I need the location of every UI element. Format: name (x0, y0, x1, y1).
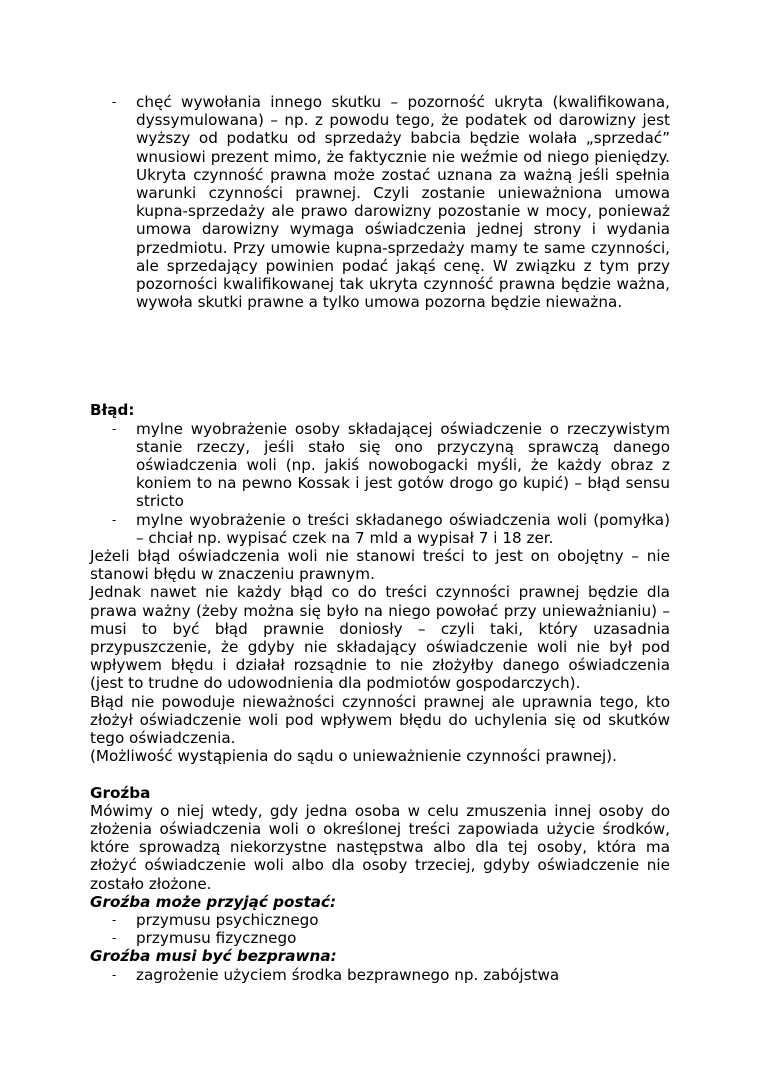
list-item-text: mylne wyobrażenie osoby składającej oświadczenie o rzeczywistym stanie rzeczy, jeśli stało się ono przyczyną sprawczą danego oświadczenia woli (np. jakiś nowobogacki myśli, że każdy obraz z koniem to na pewno Kossak i jest gotów drogo go kupić) – błąd sensu stricto (136, 419, 670, 511)
bullet-dash: - (112, 912, 117, 927)
list-item-text: przymusu fizycznego (136, 929, 297, 948)
list-item (90, 511, 670, 547)
bullet-dash: - (112, 512, 117, 527)
bezprawna-list (90, 966, 670, 984)
paragraph: Mówimy o niej wtedy, gdy jedna osoba w celu zmuszenia innej osoby do złożenia oświadczenia woli o określonej treści zapowiada użycie środków, które sprowadzą niekorzystne następstwa albo dla tej osoby, która ma złożyć oświadczenie woli albo dla osoby trzeciej, gdyby oświadczenie nie zostało złożone. (90, 801, 670, 893)
list-item-text: chęć wywołania innego skutku – pozorność ukryta (kwalifikowana, dyssymulowana) – np. z powodu tego, że podatek od darowizny jest wyższy od podatku od sprzedaży babcia będzie wolała „sprzedać” wnusiowi prezent mimo, że faktycznie nie weźmie od niego pieniędzy. Ukryta czynność prawna może zostać uznana za ważną jeśli spełnia warunki czynności prawnej. Czyli zostanie unieważniona umowa kupna-sprzedaży ale prawo darowizny pozostanie w mocy, ponieważ umowa darowizny wymaga oświadczenia jednej strony i wydania przedmiotu. Przy umowie kupna-sprzedaży mamy te same czynności, ale sprzedający powinien podać jakąś cenę. W związku z tym przy pozorności kwalifikowanej tak ukryta czynność prawna będzie ważna, wywoła skutki prawne a tylko umowa pozorna będzie nieważna. (136, 93, 670, 312)
list-item-text: mylne wyobrażenie o treści składanego oświadczenia woli (pomyłka) – chciał np. wypisać czek na 7 mld a wypisał 7 i 18 zer. (136, 510, 670, 547)
list-item (90, 93, 670, 311)
bullet-dash: - (112, 967, 117, 982)
list-item (90, 929, 670, 947)
list-item (90, 911, 670, 929)
bullet-dash: - (112, 931, 117, 946)
paragraph: Jeżeli błąd oświadczenia woli nie stanowi treści to jest on obojętny – nie stanowi błędu w znaczeniu prawnym. (90, 547, 670, 584)
subheading-bezprawna: Groźba musi być bezprawna: (90, 947, 337, 966)
list-item (90, 966, 670, 984)
blad-list (90, 420, 670, 547)
pozornosc-list (90, 93, 670, 311)
spacer (90, 766, 670, 784)
section-heading-grozba: Groźba (90, 783, 151, 802)
spacer (90, 311, 670, 401)
list-item-text: przymusu psychicznego (136, 910, 319, 929)
bullet-dash: - (112, 95, 117, 109)
paragraph: Błąd nie powoduje nieważności czynności prawnej ale uprawnia tego, kto złożył oświadczenie woli pod wpływem błędu do uchylenia się od skutków tego oświadczenia. (90, 692, 670, 748)
list-item (90, 420, 670, 511)
paragraph: Jednak nawet nie każdy błąd co do treści czynności prawnej będzie dla prawa ważny (żeby można się było na niego powołać przy unieważnianiu) – musi to być błąd prawnie doniosły – czyli taki, który uzasadnia przypuszczenie, że gdyby nie składający oświadczenie woli nie był pod wpływem błędu i działał rozsądnie to nie złożyłby danego oświadczenia (jest to trudne do udowodnienia dla podmiotów gospodarczych). (90, 583, 670, 693)
bullet-dash: - (112, 421, 117, 436)
section-heading-blad: Błąd: (90, 401, 135, 420)
list-item-text: zagrożenie użyciem środka bezprawnego np. zabójstwa (136, 965, 560, 984)
document-page (90, 93, 670, 984)
subheading-postac: Groźba może przyjąć postać: (90, 892, 337, 911)
paragraph: (Możliwość wystąpienia do sądu o unieważnienie czynności prawnej). (90, 747, 617, 766)
postac-list (90, 911, 670, 947)
